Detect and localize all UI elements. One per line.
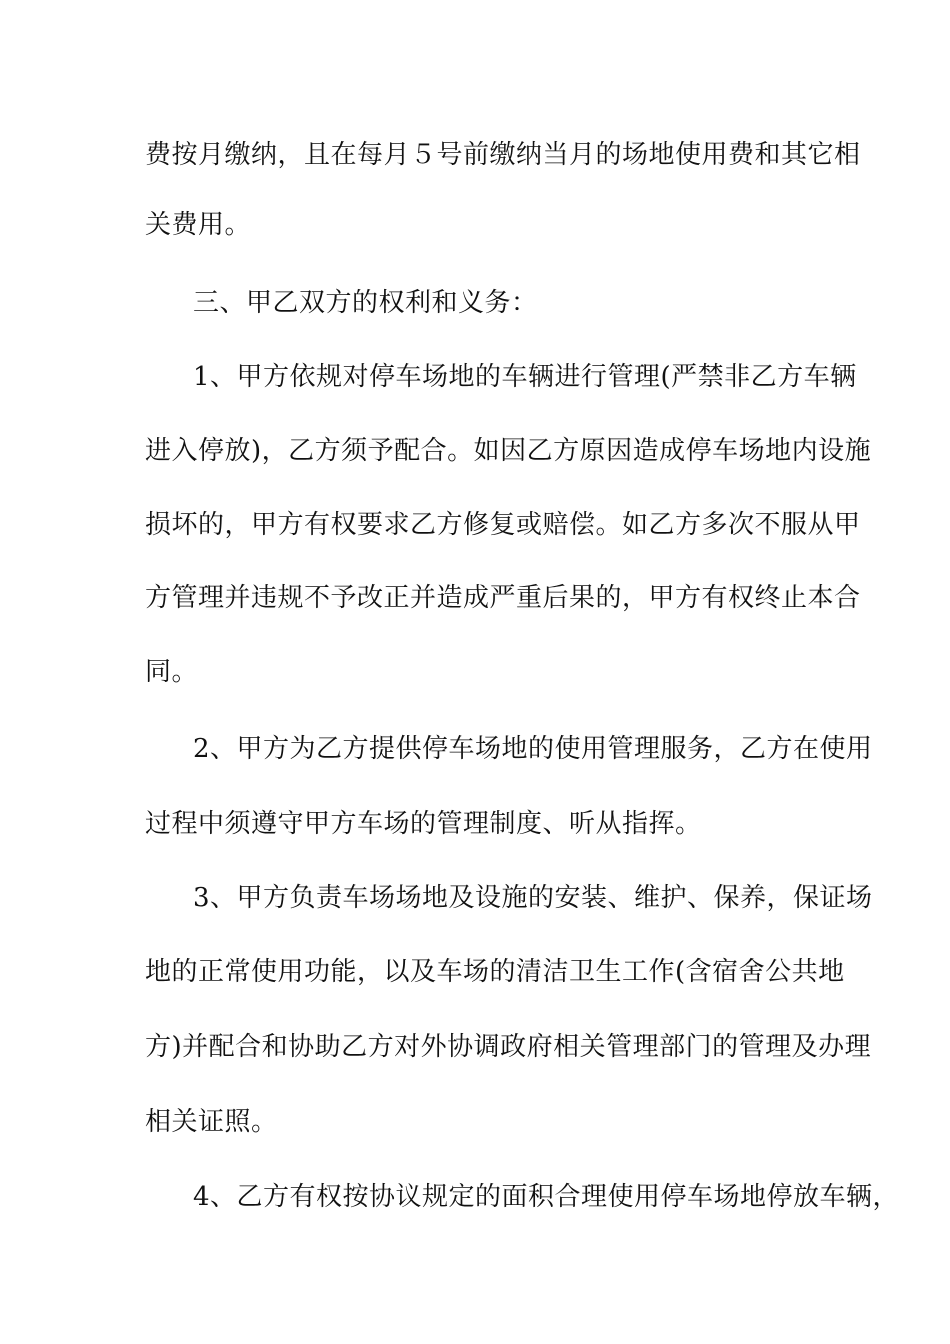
text-line-2: 关费用。	[145, 210, 252, 240]
clause-1-line-5: 同。	[145, 657, 199, 687]
clause-3-line-4: 相关证照。	[145, 1107, 278, 1137]
section-heading-rights-obligations: 三、甲乙双方的权利和义务：	[193, 288, 538, 318]
clause-1-line-1: 1、甲方依规对停车场地的车辆进行管理(严禁非乙方车辆	[193, 362, 857, 392]
clause-3-line-3: 方)并配合和协助乙方对外协调政府相关管理部门的管理及办理	[145, 1032, 872, 1062]
clause-3-line-1: 3、甲方负责车场场地及设施的安装、维护、保养，保证场	[193, 883, 873, 913]
text-line-1: 费按月缴纳，且在每月５号前缴纳当月的场地使用费和其它相	[145, 140, 861, 170]
clause-1-line-2: 进入停放)，乙方须予配合。如因乙方原因造成停车场地内设施	[145, 436, 872, 466]
clause-1-line-4: 方管理并违规不予改正并造成严重后果的，甲方有权终止本合	[145, 583, 861, 613]
clause-2-line-1: 2、甲方为乙方提供停车场地的使用管理服务，乙方在使用	[193, 734, 873, 764]
clause-1-line-3: 损坏的，甲方有权要求乙方修复或赔偿。如乙方多次不服从甲	[145, 510, 861, 540]
clause-4-line-1: 4、乙方有权按协议规定的面积合理使用停车场地停放车辆，	[193, 1182, 900, 1212]
clause-2-line-2: 过程中须遵守甲方车场的管理制度、听从指挥。	[145, 809, 702, 839]
clause-3-line-2: 地的正常使用功能，以及车场的清洁卫生工作(含宿舍公共地	[145, 957, 845, 987]
